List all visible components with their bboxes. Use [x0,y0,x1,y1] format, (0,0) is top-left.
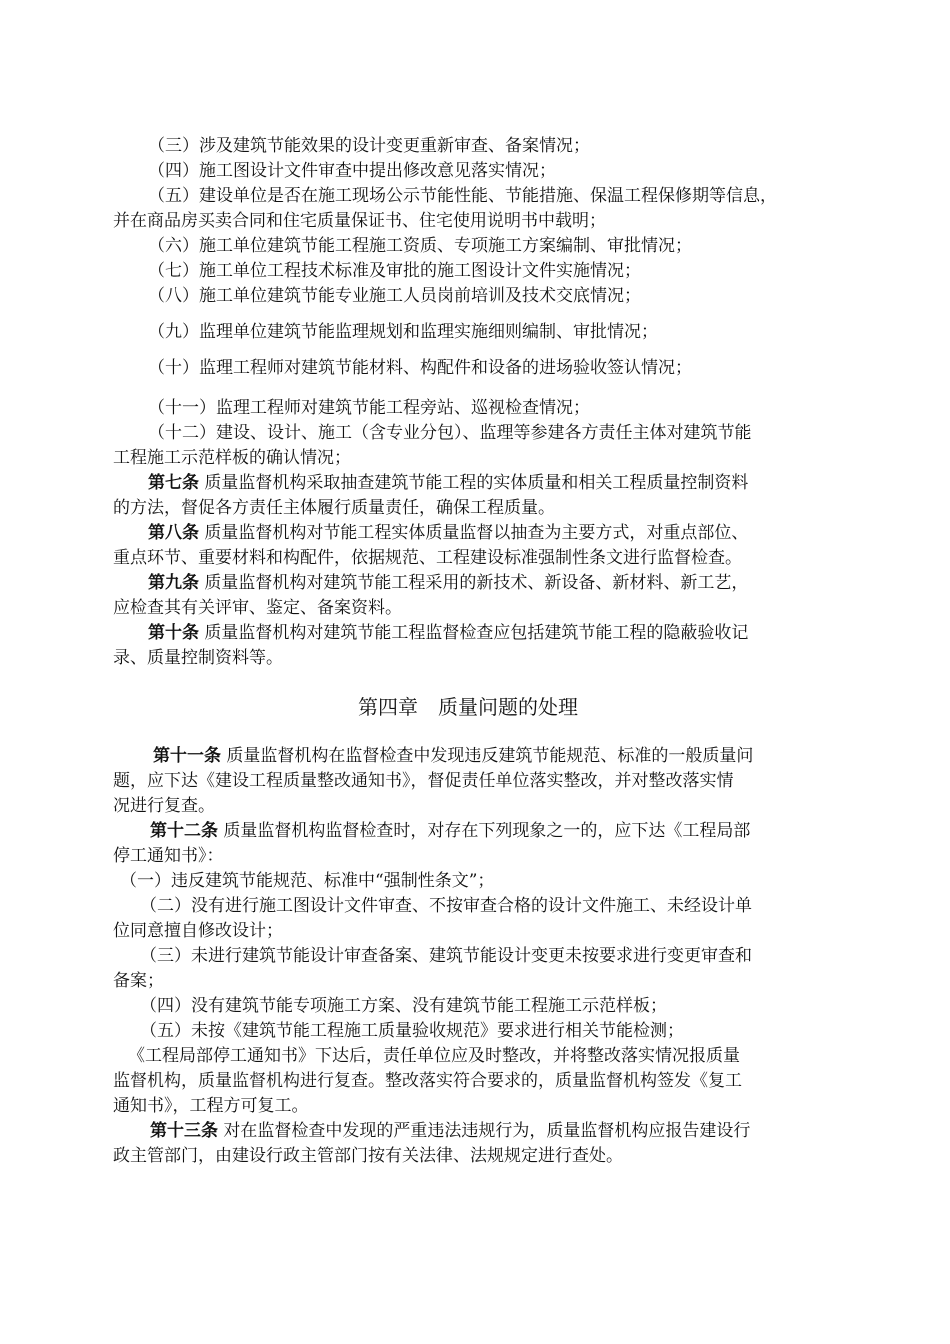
article-9-line-2: 应检查其有关评审、鉴定、备案资料。 [113,598,402,618]
article-13-text: 对在监督检查中发现的严重违法违规行为，质量监督机构应报告建设行 [218,1121,751,1141]
article-12-title: 第十二条 [150,821,218,841]
sub-item-3-line-2: 备案； [113,971,164,991]
article-8-text: 质量监督机构对节能工程实体质量监督以抽查为主要方式，对重点部位、 [199,523,749,543]
item-9: （九）监理单位建筑节能监理规划和监理实施细则编制、审批情况； [148,322,658,342]
article-11-line-3: 况进行复查。 [113,796,215,816]
article-12-text: 质量监督机构监督检查时，对存在下列现象之一的，应下达《工程局部 [218,821,751,841]
article-9-text: 质量监督机构对建筑节能工程采用的新技术、新设备、新材料、新工艺， [199,573,749,593]
item-12-line-2: 工程施工示范样板的确认情况； [113,448,351,468]
item-10: （十）监理工程师对建筑节能材料、构配件和设备的进场验收签认情况； [148,358,692,378]
article-13-title: 第十三条 [150,1121,218,1141]
article-10-text: 质量监督机构对建筑节能工程监督检查应包括建筑节能工程的隐蔽验收记 [199,623,749,643]
item-11: （十一）监理工程师对建筑节能工程旁站、巡视检查情况； [148,398,590,418]
article-11-title: 第十一条 [153,746,221,766]
article-11-line-1 [153,744,753,768]
sub-item-3-line-1: （三）未进行建筑节能设计审查备案、建筑节能设计变更未按要求进行变更审查和 [140,946,752,966]
article-12-line-2: 停工通知书》： [113,846,224,866]
article-7-title: 第七条 [148,473,199,493]
chapter-heading: 第四章 质量问题的处理 [358,695,578,719]
item-8: （八）施工单位建筑节能专业施工人员岗前培训及技术交底情况； [148,286,641,306]
article-11-text: 质量监督机构在监督检查中发现违反建筑节能规范、标准的一般质量问 [221,746,754,766]
sub-item-1: （一）违反建筑节能规范、标准中“强制性条文”； [120,871,495,891]
article-8-line-2: 重点环节、重要材料和构配件，依据规范、工程建设标准强制性条文进行监督检查。 [113,548,742,568]
article-7-line-2: 的方法，督促各方责任主体履行质量责任，确保工程质量。 [113,498,555,518]
article-9-title: 第九条 [148,573,199,593]
article-10-line-1 [148,621,748,645]
article-9-line-1 [148,571,748,595]
article-8-title: 第八条 [148,523,199,543]
item-6: （六）施工单位建筑节能工程施工资质、专项施工方案编制、审批情况； [148,236,692,256]
stop-notice-para-line-2: 监督机构，质量监督机构进行复查。整改落实符合要求的，质量监督机构签发《复工 [113,1071,742,1091]
article-10-line-2: 录、质量控制资料等。 [113,648,283,668]
sub-item-5: （五）未按《建筑节能工程施工质量验收规范》要求进行相关节能检测； [140,1021,684,1041]
item-4: （四）施工图设计文件审查中提出修改意见落实情况； [148,161,556,181]
article-12-line-1 [150,819,750,843]
item-7: （七）施工单位工程技术标准及审批的施工图设计文件实施情况； [148,261,641,281]
stop-notice-para-line-3: 通知书》，工程方可复工。 [113,1096,309,1116]
item-5-line-2: 并在商品房买卖合同和住宅质量保证书、住宅使用说明书中载明； [113,211,606,231]
article-11-line-2: 题，应下达《建设工程质量整改通知书》，督促责任单位落实整改，并对整改落实情 [113,771,734,791]
article-13-line-1 [150,1119,750,1143]
item-5-line-1: （五）建设单位是否在施工现场公示节能性能、节能措施、保温工程保修期等信息， [148,186,777,206]
article-13-line-2: 政主管部门，由建设行政主管部门按有关法律、法规规定进行查处。 [113,1146,623,1166]
stop-notice-para-line-1: 《工程局部停工通知书》下达后，责任单位应及时整改，并将整改落实情况报质量 [128,1046,740,1066]
item-12-line-1: （十二）建设、设计、施工（含专业分包）、监理等参建各方责任主体对建筑节能 [148,423,752,443]
article-10-title: 第十条 [148,623,199,643]
article-7-line-1 [148,471,748,495]
sub-item-2-line-2: 位同意擅自修改设计； [113,921,283,941]
item-3: （三）涉及建筑节能效果的设计变更重新审查、备案情况； [148,136,590,156]
article-8-line-1 [148,521,748,545]
sub-item-4: （四）没有建筑节能专项施工方案、没有建筑节能工程施工示范样板； [140,996,667,1016]
sub-item-2-line-1: （二）没有进行施工图设计文件审查、不按审查合格的设计文件施工、未经设计单 [140,896,752,916]
article-7-text: 质量监督机构采取抽查建筑节能工程的实体质量和相关工程质量控制资料 [199,473,749,493]
